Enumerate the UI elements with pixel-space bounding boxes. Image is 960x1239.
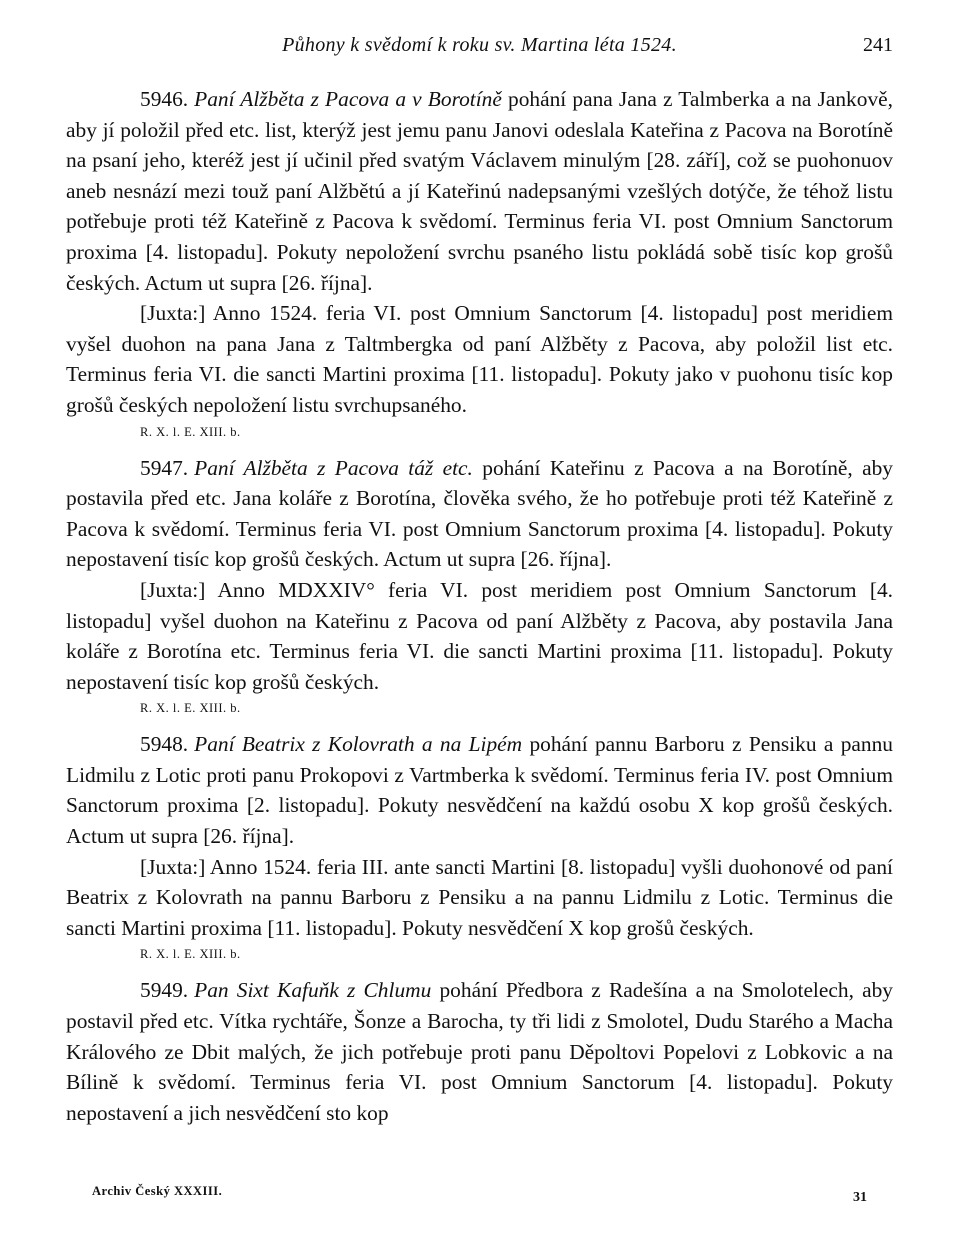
page-header bbox=[66, 34, 893, 64]
body-text bbox=[66, 84, 893, 1128]
archive-signature: R. X. l. E. XIII. b. bbox=[140, 701, 241, 716]
entry-paragraph bbox=[66, 84, 893, 298]
entry-paragraph bbox=[66, 975, 893, 1128]
entry-party: Paní Alžběta z Pacova táž etc. bbox=[194, 455, 473, 480]
footer-sheet-number: 31 bbox=[853, 1190, 867, 1205]
juxta-paragraph: [Juxta:] Anno 1524. feria VI. post Omnium Sanctorum [4. listopadu] post meridiem vyšel duohon na pana Jana z Taltmbergka od paní Alžběty z Pacova, aby položil list etc. Terminus feria VI. die sancti Martini proxima [11. listopadu]. Pokuty jako v puohonu tisíc kop grošů českých nepoložení listu svrchupsaného. bbox=[66, 301, 893, 417]
entry-number: 5947. bbox=[140, 455, 189, 480]
entry-number: 5949. bbox=[140, 978, 189, 1003]
entry-text: pohání Předbora z Radešína a na Smolotelech, aby postavil před etc. Vítka rychtáře, Šonze a Barocha, ty tři lidi z Smolotel, Dudu Starého a Macha Králového ze Dbit malých, že jich potřebuje proti panu Děpoltovi Popelovi z Lobkovic a na Bílině k svědomí. Terminus feria VI. post Omnium Sanctorum [4. listopadu]. Pokuty nepostavení a jich nesvědčení sto kop bbox=[66, 978, 893, 1125]
entry-party: Paní Alžběta z Pacova a v Borotíně bbox=[194, 87, 502, 111]
entry-number: 5946. bbox=[140, 87, 189, 111]
running-title: Půhony k svědomí k roku sv. Martina léta 1524. bbox=[282, 34, 677, 56]
footer-signature-mark: Archiv Český XXXIII. bbox=[92, 1184, 223, 1198]
entry-paragraph bbox=[66, 729, 893, 851]
page-footer bbox=[92, 1182, 867, 1212]
entry-party: Paní Beatrix z Kolovrath a na Lipém bbox=[194, 732, 523, 757]
entry-text: pohání Kateřinu z Pacova a na Borotíně, aby postavila před etc. Jana koláře z Borotína, člověka svého, že ho potřebuje proti též Kateřině z Pacova k svědomí. Terminus feria VI. post Omnium Sanctorum proxima [4. listopadu]. Pokuty nepostavení tisíc kop grošů českých. Actum ut supra [26. října]. bbox=[66, 455, 893, 572]
entry-party: Pan Sixt Kafuňk z Chlumu bbox=[194, 978, 432, 1003]
entry-number: 5948. bbox=[140, 732, 189, 757]
entry-text: pohání pana Jana z Talmberka a na Jankově, aby jí položil před etc. list, kterýž jest jemu panu Janovi odeslala Kateřina z Pacova na Borotíně na psaní jeho, kteréž jest jí učinil před svatým Václavem minulým [28. září], což se puohonuov aneb nesnází mezi touž paní Alžbětú a jí Kateřinú nadepsanými vzešlých dotýče, že téhož listu potřebuje proti též Kateřině z Pacova k svědomí. Terminus feria VI. post Omnium Sanctorum proxima [4. listopadu]. Pokuty nepoložení svrchu psaného listu pokládá sobě tisíc kop grošů českých. Actum ut supra [26. října]. bbox=[66, 87, 893, 295]
juxta-paragraph: [Juxta:] Anno 1524. feria III. ante sancti Martini [8. listopadu] vyšli duohonové od paní Beatrix z Kolovrath na pannu Barboru z Pensiku a na pannu Lidmilu z Lotic. Terminus die sancti Martini proxima [11. listopadu]. Pokuty nesvědčení X kop grošů českých. bbox=[66, 854, 893, 940]
juxta-paragraph: [Juxta:] Anno MDXXIV° feria VI. post meridiem post Omnium Sanctorum [4. listopadu] vyšel duohon na Kateřinu z Pacova od paní Alžběty z Pacova, aby postavila Jana koláře z Borotína etc. Terminus feria VI. die sancti Martini proxima [11. listopadu]. Pokuty nepostavení tisíc kop grošů českých. bbox=[66, 577, 893, 694]
page-number: 241 bbox=[863, 34, 893, 56]
entry-paragraph bbox=[66, 453, 893, 575]
entry-text: pohání pannu Barboru z Pensiku a pannu Lidmilu z Lotic proti panu Prokopovi z Vartmberka k svědomí. Terminus feria IV. post Omnium Sanctorum proxima [2. listopadu]. Pokuty nesvědčení na každú osobu X kop grošů českých. Actum ut supra [26. října]. bbox=[66, 732, 893, 849]
archive-signature: R. X. l. E. XIII. b. bbox=[140, 947, 241, 962]
archive-signature: R. X. l. E. XIII. b. bbox=[140, 424, 241, 439]
